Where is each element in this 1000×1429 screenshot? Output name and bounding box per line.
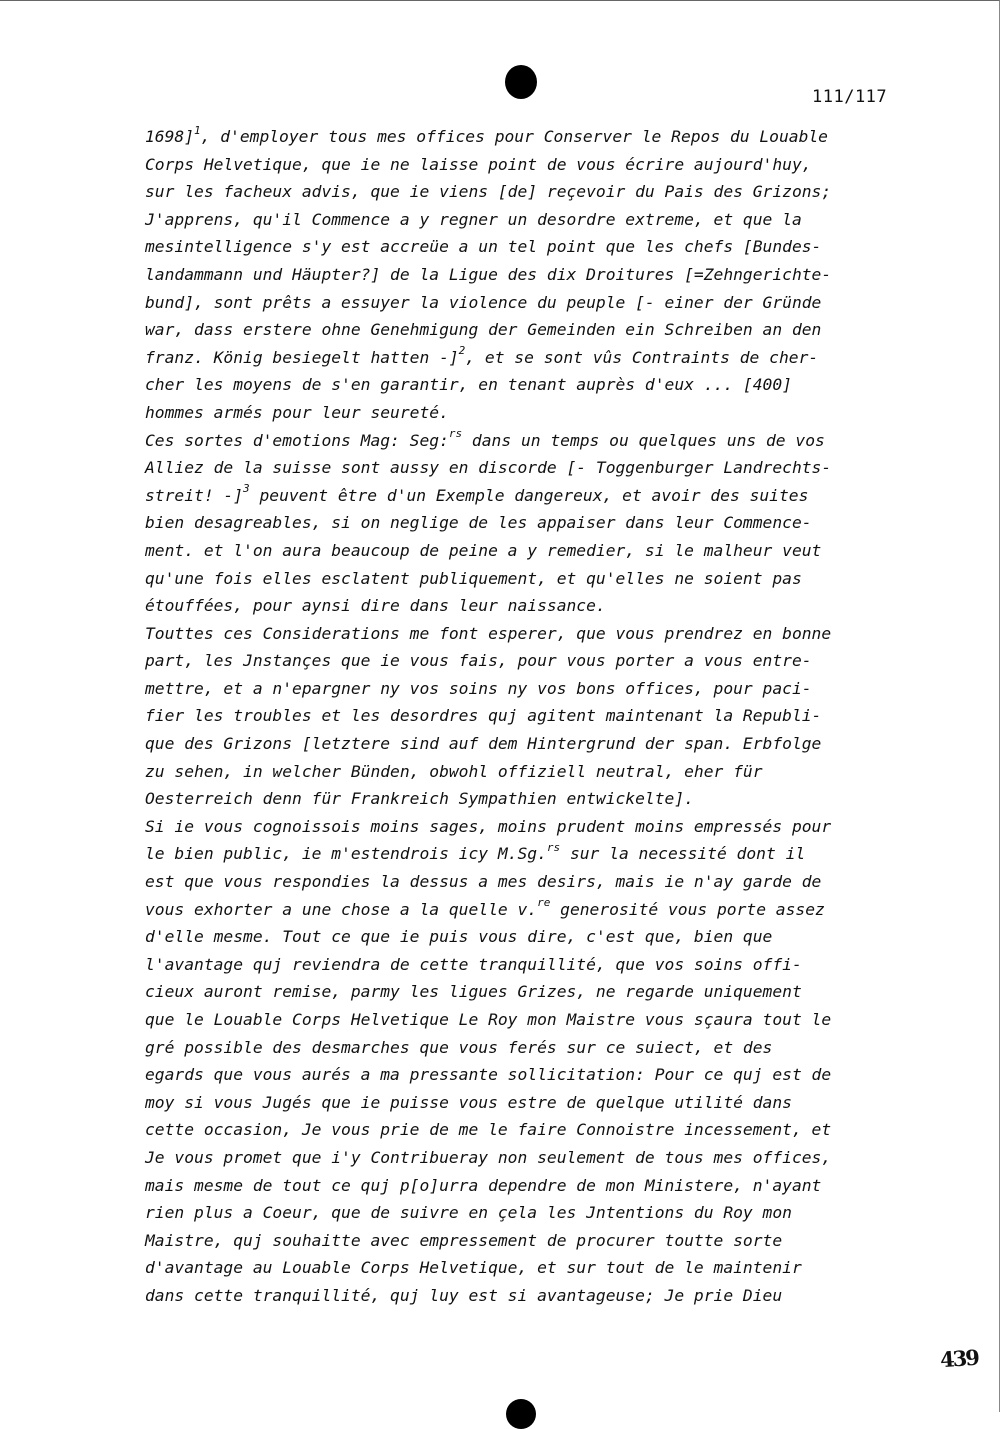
text-line bbox=[145, 399, 915, 427]
text-line bbox=[145, 123, 915, 151]
line-text: Corps Helvetique, que ie ne laisse point de vous écrire aujourd'huy, bbox=[145, 154, 812, 174]
superscript: 2 bbox=[458, 344, 466, 358]
line-text: Ces sortes d'emotions Mag: Seg: bbox=[145, 430, 449, 450]
line-text: J'apprens, qu'il Commence a y regner un desordre extreme, et que la bbox=[145, 209, 802, 229]
line-text: le bien public, ie m'estendrois icy M.Sg. bbox=[145, 844, 547, 864]
text-line bbox=[145, 565, 915, 593]
line-text-continued: , d'employer tous mes offices pour Conserver le Repos du Louable bbox=[200, 127, 828, 146]
line-text-continued: , et se sont vûs Contraints de cher- bbox=[465, 347, 819, 367]
text-line bbox=[145, 923, 915, 951]
line-text: franz. König besiegelt hatten -] bbox=[145, 347, 459, 367]
line-text: que le Louable Corps Helvetique Le Roy mon Maistre vous sçaura tout le bbox=[145, 1010, 832, 1029]
line-text: ment. et l'on aura beaucoup de peine a y remedier, si le malheur veut bbox=[145, 540, 822, 560]
text-line bbox=[145, 537, 915, 565]
line-text: Maistre, quj souhaitte avec empressement de procurer toutte sorte bbox=[145, 1230, 783, 1250]
text-line bbox=[145, 289, 915, 317]
line-text: cette occasion, Je vous prie de me le faire Connoistre incessement, et bbox=[145, 1120, 832, 1140]
superscript: 3 bbox=[243, 482, 250, 496]
line-text: qu'une fois elles esclatent publiquement, et qu'elles ne soient pas bbox=[145, 568, 802, 588]
line-text: landammann und Häupter?] de la Ligue des dix Droitures [=Zehngerichte- bbox=[145, 264, 832, 284]
text-line bbox=[145, 592, 915, 620]
line-text: gré possible des desmarches que vous ferés sur ce suiect, et des bbox=[145, 1037, 773, 1057]
text-line bbox=[145, 1061, 915, 1089]
line-text: Si ie vous cognoissois moins sages, moins prudent moins empressés pour bbox=[145, 816, 832, 836]
text-line bbox=[145, 371, 915, 399]
line-text: rien plus a Coeur, que de suivre en çela les Jntentions du Roy mon bbox=[145, 1203, 792, 1223]
text-line bbox=[145, 1006, 915, 1034]
text-line bbox=[145, 206, 915, 234]
text-line bbox=[145, 813, 915, 841]
line-text: egards que vous aurés a ma pressante sollicitation: Pour ce quj est de bbox=[145, 1065, 832, 1085]
text-line bbox=[145, 1089, 915, 1117]
text-line bbox=[145, 647, 915, 675]
line-text: fier les troubles et les desordres quj agitent maintenant la Republi- bbox=[145, 706, 822, 726]
text-line bbox=[145, 978, 915, 1006]
text-line bbox=[145, 454, 915, 482]
line-text-continued: peuvent être d'un Exemple dangereux, et avoir des suites bbox=[249, 485, 809, 505]
line-text: mais mesme de tout ce quj p[o]urra dependre de mon Ministere, n'ayant bbox=[145, 1175, 822, 1195]
text-line bbox=[145, 1199, 915, 1227]
text-line bbox=[145, 1034, 915, 1062]
line-text: sur les facheux advis, que ie viens [de] reçevoir du Pais des Grizons; bbox=[145, 182, 832, 202]
text-line bbox=[145, 1254, 915, 1282]
text-line bbox=[145, 1227, 915, 1255]
line-text: dans cette tranquillité, quj luy est si avantageuse; Je prie Dieu bbox=[145, 1285, 783, 1305]
line-text: Alliez de la suisse sont aussy en discorde [- Toggenburger Landrechts- bbox=[145, 458, 832, 478]
superscript: re bbox=[537, 896, 551, 910]
line-text: bien desagreables, si on neglige de les appaiser dans leur Commence- bbox=[145, 513, 812, 533]
text-line bbox=[145, 1282, 915, 1310]
line-text: Oesterreich denn für Frankreich Sympathien entwickelte]. bbox=[145, 789, 694, 809]
superscript: 1 bbox=[194, 123, 201, 137]
line-text: streit! -] bbox=[145, 485, 244, 505]
line-text-continued: sur la necessité dont il bbox=[560, 844, 806, 864]
line-text: bund], sont prêts a essuyer la violence du peuple [- einer der Gründe bbox=[145, 292, 822, 312]
text-line bbox=[145, 840, 915, 868]
superscript: rs bbox=[546, 841, 561, 855]
text-line bbox=[145, 344, 915, 372]
text-line bbox=[145, 675, 915, 703]
line-text: 1698] bbox=[145, 127, 195, 146]
line-text: d'elle mesme. Tout ce que ie puis vous dire, c'est que, bien que bbox=[145, 927, 773, 947]
line-text-continued: dans un temps ou quelques uns de vos bbox=[462, 430, 825, 450]
text-line bbox=[145, 620, 915, 648]
text-line bbox=[145, 1116, 915, 1144]
line-text: part, les Jnstançes que ie vous fais, pour vous porter a vous entre- bbox=[145, 651, 812, 671]
text-line bbox=[145, 316, 915, 344]
text-line bbox=[145, 151, 915, 179]
text-line bbox=[145, 178, 915, 206]
text-line bbox=[145, 509, 915, 537]
text-line bbox=[145, 951, 915, 979]
punch-hole-top bbox=[505, 65, 537, 99]
text-line bbox=[145, 868, 915, 896]
line-text: l'avantage quj reviendra de cette tranquillité, que vos soins offi- bbox=[145, 954, 802, 974]
page-number: 111/117 bbox=[812, 87, 888, 107]
line-text: Je vous promet que i'y Contribueray non seulement de tous mes offices, bbox=[145, 1147, 832, 1167]
line-text: mesintelligence s'y est accreüe a un tel point que les chefs [Bundes- bbox=[145, 237, 822, 257]
letter-body bbox=[145, 123, 915, 1310]
text-line bbox=[145, 702, 915, 730]
line-text: cieux auront remise, parmy les ligues Grizes, ne regarde uniquement bbox=[145, 982, 802, 1002]
line-text: moy si vous Jugés que ie puisse vous estre de quelque utilité dans bbox=[145, 1092, 792, 1112]
line-text: étouffées, pour aynsi dire dans leur naissance. bbox=[145, 596, 606, 616]
text-line bbox=[145, 427, 915, 455]
line-text: Touttes ces Considerations me font esperer, que vous prendrez en bonne bbox=[145, 623, 832, 643]
text-line bbox=[145, 785, 915, 813]
line-text-continued: generosité vous porte assez bbox=[550, 899, 825, 919]
line-text: est que vous respondies la dessus a mes desirs, mais ie n'ay garde de bbox=[145, 872, 822, 892]
superscript: rs bbox=[448, 427, 463, 441]
text-line bbox=[145, 482, 915, 510]
line-text: war, dass erstere ohne Genehmigung der Gemeinden ein Schreiben an den bbox=[145, 320, 822, 340]
text-line bbox=[145, 896, 915, 924]
line-text: que des Grizons [letztere sind auf dem Hintergrund der span. Erbfolge bbox=[145, 734, 822, 754]
line-text: zu sehen, in welcher Bünden, obwohl offiziell neutral, eher für bbox=[145, 761, 763, 781]
line-text: mettre, et a n'epargner ny vos soins ny vos bons offices, pour paci- bbox=[145, 678, 812, 698]
line-text: hommes armés pour leur seureté. bbox=[145, 402, 449, 422]
line-text: vous exhorter a une chose a la quelle v. bbox=[145, 899, 538, 919]
text-line bbox=[145, 261, 915, 289]
punch-hole-bottom bbox=[506, 1399, 536, 1429]
text-line bbox=[145, 233, 915, 261]
line-text: d'avantage au Louable Corps Helvetique, et sur tout de le maintenir bbox=[145, 1258, 802, 1278]
handwritten-archive-number: 439 bbox=[939, 1344, 979, 1373]
text-line bbox=[145, 730, 915, 758]
text-line bbox=[145, 758, 915, 786]
line-text: cher les moyens de s'en garantir, en tenant auprès d'eux ... [400] bbox=[145, 375, 792, 395]
text-line bbox=[145, 1172, 915, 1200]
text-line bbox=[145, 1144, 915, 1172]
